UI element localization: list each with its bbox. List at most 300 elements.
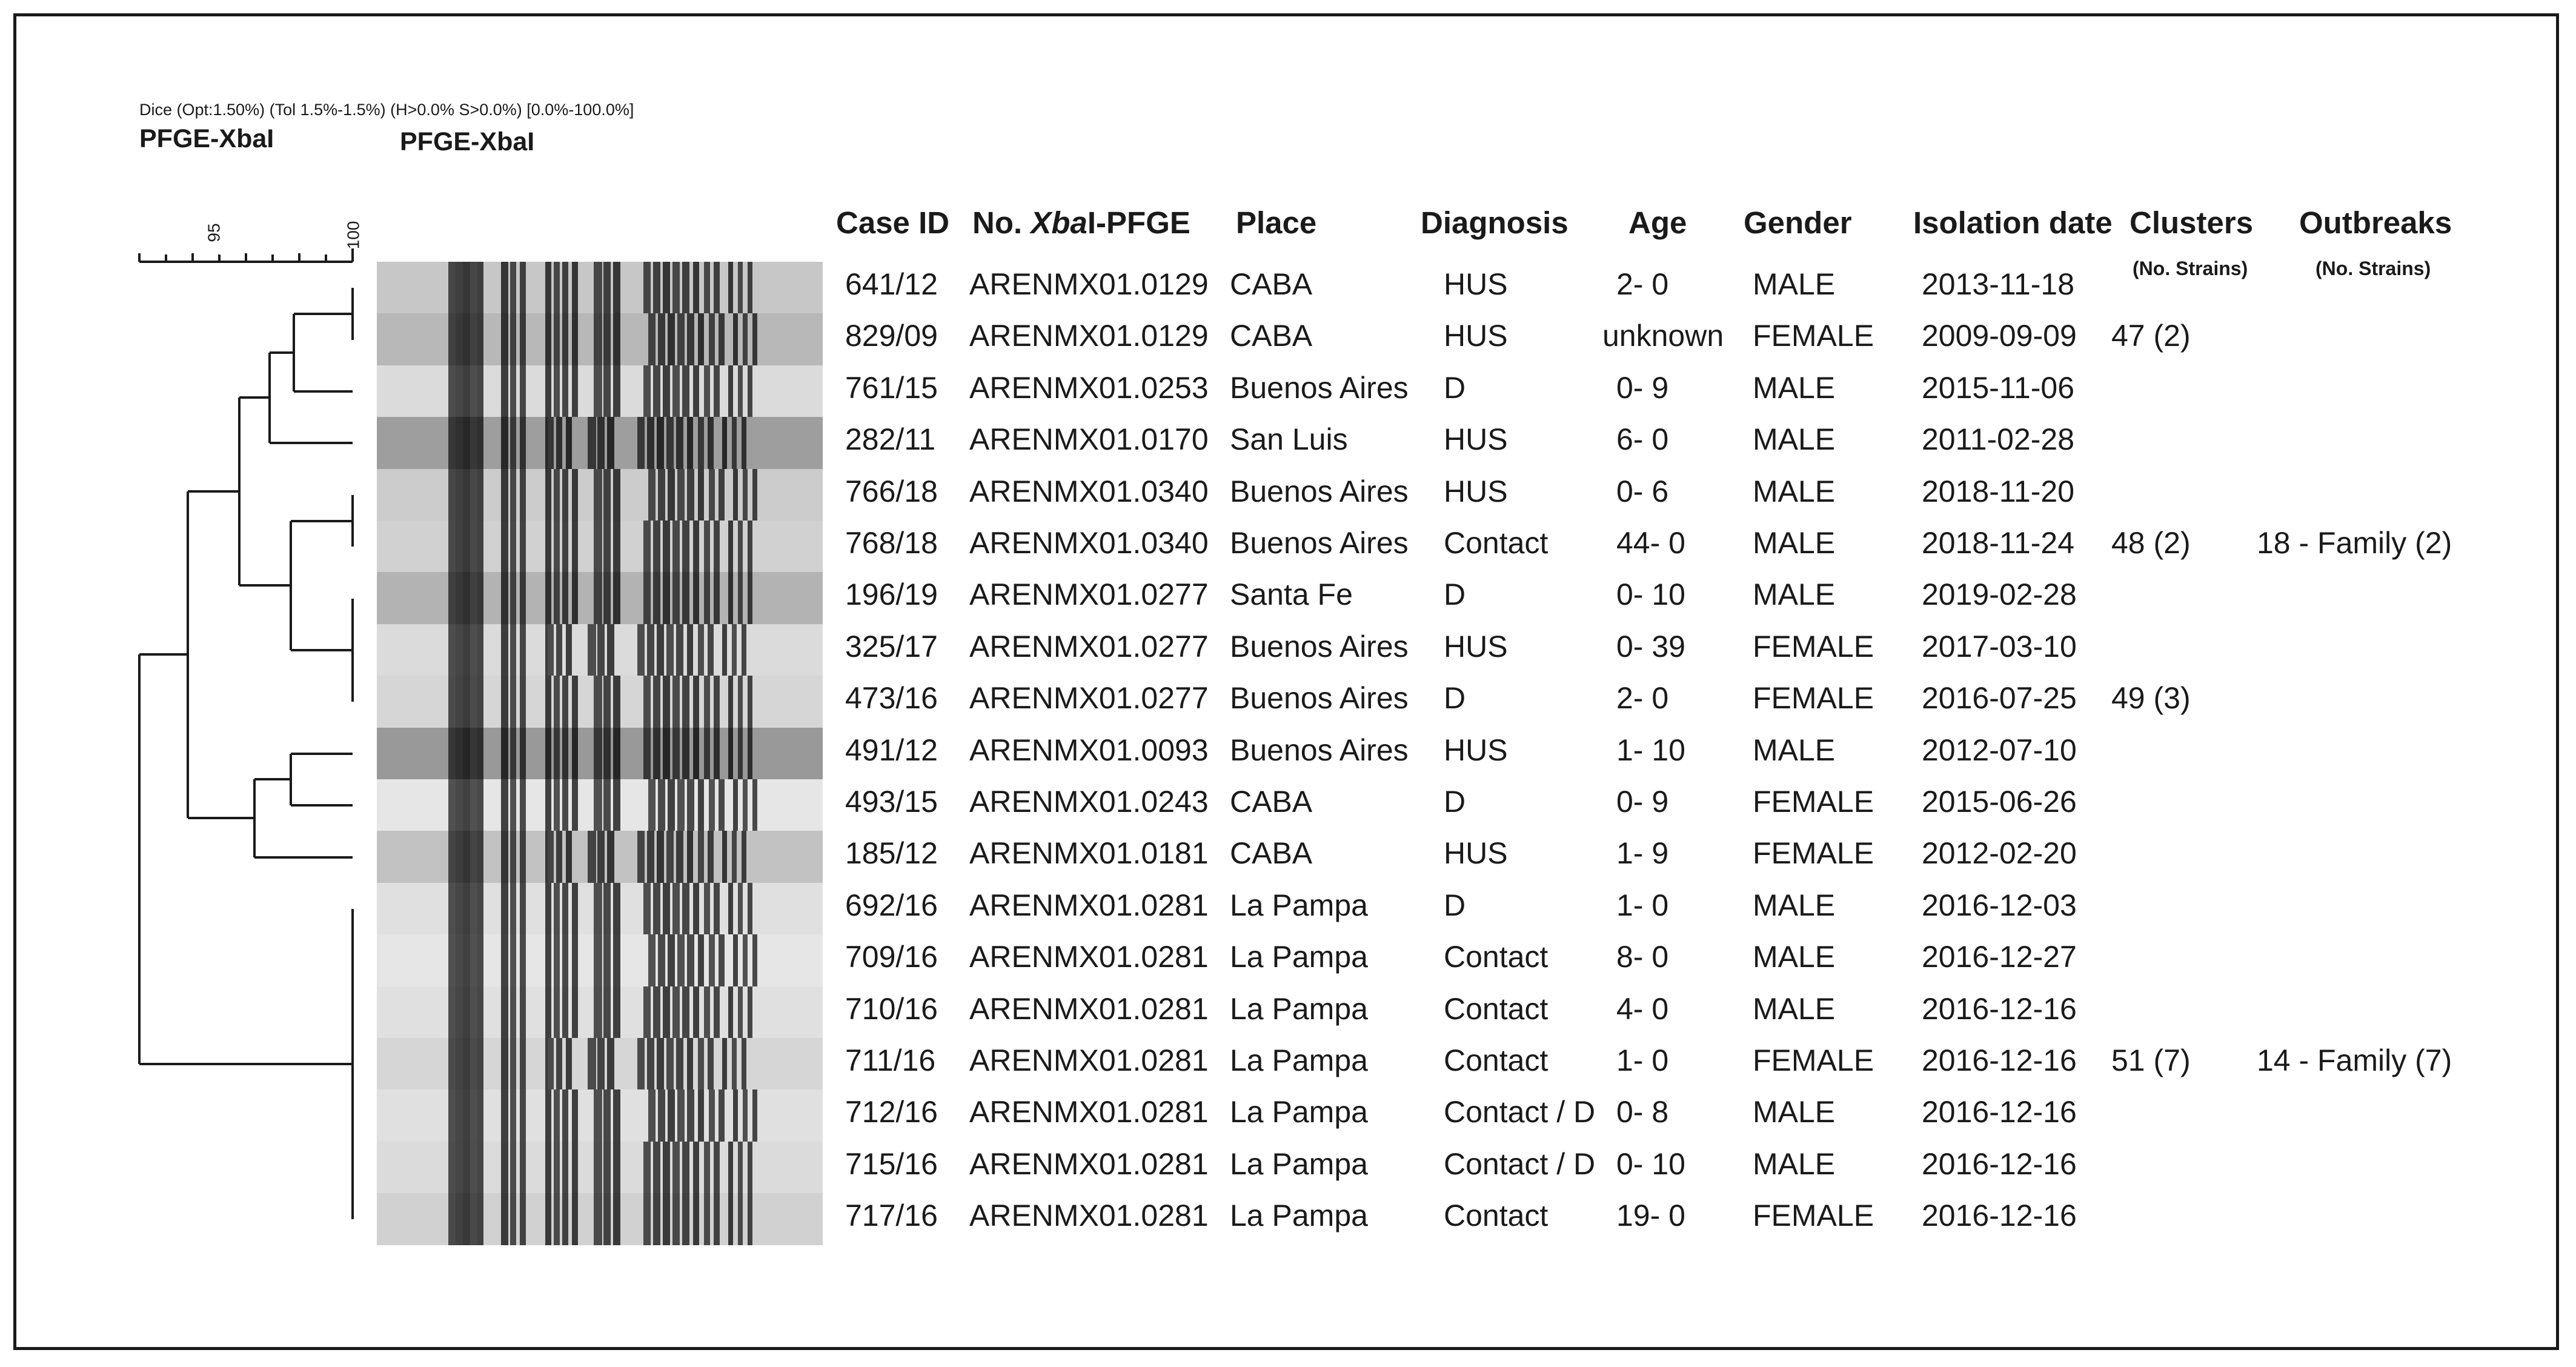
gel-band <box>470 779 477 831</box>
gel-band <box>709 1089 715 1142</box>
cell-age: 19- 0 <box>1616 1199 1685 1233</box>
gel-band <box>477 779 483 831</box>
gel-band <box>572 1193 578 1245</box>
gel-band <box>704 883 710 935</box>
cell-gender: FEMALE <box>1753 785 1874 819</box>
gel-band <box>572 728 578 780</box>
gel-band <box>719 934 725 986</box>
cell-cluster: 47 (2) <box>2111 319 2191 353</box>
cell-place: Buenos Aires <box>1230 474 1409 508</box>
gel-band <box>714 883 720 935</box>
gel-band <box>648 779 656 831</box>
gel-band <box>682 1142 689 1194</box>
gel-band <box>728 883 733 935</box>
cell-case-id: 473/16 <box>845 681 938 716</box>
gel-band <box>501 572 508 624</box>
gel-band <box>588 417 596 469</box>
gel-band <box>748 365 752 417</box>
gel-band <box>594 779 602 831</box>
gel-band <box>562 1193 568 1245</box>
gel-band <box>658 779 665 831</box>
gel-band <box>698 417 704 469</box>
gel-band <box>709 313 715 365</box>
cell-age: 0- 9 <box>1616 785 1669 819</box>
cell-diagnosis: Contact <box>1444 991 1549 1026</box>
cell-gender: FEMALE <box>1753 1043 1874 1077</box>
cell-pfge: ARENMX01.0281 <box>969 1095 1209 1129</box>
gel-band <box>562 676 568 728</box>
gel-band <box>714 986 720 1039</box>
cell-gender: FEMALE <box>1753 629 1874 664</box>
gel-band <box>477 572 483 624</box>
cell-diagnosis: HUS <box>1444 474 1508 508</box>
gel-band <box>554 779 560 831</box>
gel-band <box>663 728 670 780</box>
gel-band <box>693 728 699 780</box>
gel-band <box>520 262 526 314</box>
gel-band <box>738 883 743 935</box>
gel-band <box>693 521 699 573</box>
gel-lane <box>377 676 823 728</box>
gel-band <box>566 1038 572 1090</box>
gel-band <box>743 1089 748 1142</box>
gel-band <box>687 417 693 469</box>
gel-band <box>545 1193 551 1245</box>
gel-band <box>477 313 483 365</box>
gel-lane <box>377 1142 823 1194</box>
cell-case-id: 715/16 <box>845 1146 938 1181</box>
gel-band <box>554 262 560 314</box>
cell-place: CABA <box>1230 319 1313 353</box>
gel-band <box>677 934 685 986</box>
cell-pfge: ARENMX01.0129 <box>969 267 1209 301</box>
gel-band <box>648 934 656 986</box>
cell-diagnosis: Contact <box>1444 1199 1549 1233</box>
gel-lane <box>377 728 823 780</box>
cell-place: Buenos Aires <box>1230 681 1409 716</box>
gel-band <box>470 676 477 728</box>
gel-band <box>663 262 670 314</box>
cell-place: La Pampa <box>1230 888 1368 922</box>
gel-band <box>704 986 710 1039</box>
gel-band <box>728 676 733 728</box>
gel-band <box>501 986 508 1039</box>
gel-band <box>501 521 508 573</box>
cell-gender: MALE <box>1753 1146 1836 1181</box>
gel-band <box>643 521 651 573</box>
gel-band <box>742 1038 746 1090</box>
gel-band <box>687 469 694 521</box>
gel-band <box>647 624 654 676</box>
gel-band <box>562 883 568 935</box>
gel-band <box>572 521 578 573</box>
gel-band <box>520 728 526 780</box>
cell-case-id: 710/16 <box>845 991 938 1026</box>
gel-band <box>501 624 508 676</box>
gel-lane <box>377 1193 823 1245</box>
gel-band <box>672 1142 680 1194</box>
gel-band <box>738 572 743 624</box>
gel-band <box>704 521 710 573</box>
gel-band <box>510 779 516 831</box>
col-subheader-outbreaks: (No. Strains) <box>2315 258 2431 279</box>
gel-band <box>687 313 694 365</box>
gel-band <box>477 417 483 469</box>
gel-band <box>554 572 560 624</box>
gel-band <box>501 728 508 780</box>
gel-band <box>676 831 683 883</box>
gel-band <box>693 1193 699 1245</box>
cell-isolation-date: 2015-06-26 <box>1922 785 2077 819</box>
cell-place: La Pampa <box>1230 1095 1368 1129</box>
gel-band <box>594 728 602 780</box>
gel-band <box>687 624 693 676</box>
cell-diagnosis: D <box>1444 888 1466 922</box>
gel-band <box>732 624 737 676</box>
gel-band <box>682 1193 689 1245</box>
gel-band <box>501 365 508 417</box>
gel-band <box>501 1193 508 1245</box>
gel-lane <box>377 469 823 521</box>
cell-pfge: ARENMX01.0281 <box>969 888 1209 922</box>
gel-label: PFGE-XbaI <box>400 127 535 156</box>
gel-lane <box>377 417 823 469</box>
cell-gender: FEMALE <box>1753 836 1874 871</box>
gel-band <box>572 572 578 624</box>
gel-band <box>477 521 483 573</box>
cell-age: 0- 8 <box>1616 1095 1669 1129</box>
gel-band <box>693 883 699 935</box>
gel-band <box>603 1089 611 1142</box>
gel-band <box>748 728 752 780</box>
cell-diagnosis: HUS <box>1444 422 1508 457</box>
gel-band <box>728 986 733 1039</box>
cell-isolation-date: 2016-12-03 <box>1922 888 2077 922</box>
gel-band <box>554 521 560 573</box>
cell-place: Buenos Aires <box>1230 629 1409 664</box>
gel-band <box>594 572 602 624</box>
cell-age: unknown <box>1602 319 1724 353</box>
cell-age: 2- 0 <box>1616 267 1669 301</box>
gel-band <box>510 676 516 728</box>
cell-place: Buenos Aires <box>1230 526 1409 560</box>
gel-band <box>510 469 516 521</box>
gel-band <box>704 262 710 314</box>
cell-case-id: 829/09 <box>845 319 938 353</box>
gel-band <box>687 934 694 986</box>
gel-band <box>658 1089 665 1142</box>
gel-band <box>676 1038 683 1090</box>
cell-case-id: 768/18 <box>845 526 938 560</box>
gel-band <box>613 521 620 573</box>
cell-gender: MALE <box>1753 991 1836 1026</box>
cell-isolation-date: 2016-12-27 <box>1922 940 2077 974</box>
gel-band <box>470 728 477 780</box>
cell-case-id: 641/12 <box>845 267 938 301</box>
gel-band <box>572 986 578 1039</box>
gel-band <box>562 934 568 986</box>
gel-band <box>594 883 602 935</box>
gel-band <box>613 469 620 521</box>
gel-band <box>682 262 689 314</box>
gel-band <box>501 831 508 883</box>
cell-isolation-date: 2018-11-24 <box>1922 526 2075 560</box>
gel-band <box>556 624 562 676</box>
gel-band <box>562 986 568 1039</box>
gel-band <box>603 986 611 1039</box>
gel-band <box>693 365 699 417</box>
gel-band <box>647 417 654 469</box>
cell-gender: FEMALE <box>1753 319 1874 353</box>
gel-band <box>722 624 727 676</box>
cell-isolation-date: 2016-07-25 <box>1922 681 2077 716</box>
gel-band <box>613 676 620 728</box>
cell-isolation-date: 2017-03-10 <box>1922 629 2077 664</box>
cell-case-id: 761/15 <box>845 370 938 405</box>
gel-band <box>594 1089 602 1142</box>
gel-band <box>554 365 560 417</box>
gel-band <box>501 1089 508 1142</box>
cell-case-id: 717/16 <box>845 1199 938 1233</box>
gel-band <box>613 572 620 624</box>
cell-age: 1- 0 <box>1616 1043 1669 1077</box>
cell-cluster: 49 (3) <box>2111 681 2191 716</box>
gel-band <box>594 262 602 314</box>
gel-band <box>456 831 463 883</box>
cell-diagnosis: D <box>1444 785 1466 819</box>
cell-pfge: ARENMX01.0340 <box>969 474 1209 508</box>
gel-band <box>545 1142 551 1194</box>
gel-band <box>554 1193 560 1245</box>
cell-pfge: ARENMX01.0181 <box>969 836 1209 871</box>
gel-band <box>545 883 551 935</box>
gel-band <box>470 1193 477 1245</box>
gel-band <box>748 521 752 573</box>
gel-band <box>732 417 737 469</box>
gel-band <box>682 365 689 417</box>
gel-lane <box>377 365 823 417</box>
gel-band <box>501 934 508 986</box>
gel-band <box>666 624 674 676</box>
gel-band <box>572 676 578 728</box>
cell-pfge: ARENMX01.0281 <box>969 940 1209 974</box>
cell-place: Buenos Aires <box>1230 733 1409 767</box>
gel-band <box>752 934 757 986</box>
cell-case-id: 196/19 <box>845 577 938 612</box>
gel-band <box>510 934 516 986</box>
gel-band <box>728 1142 733 1194</box>
gel-band <box>470 883 477 935</box>
cell-diagnosis: HUS <box>1444 733 1508 767</box>
gel-band <box>653 676 660 728</box>
cell-age: 1- 0 <box>1616 888 1669 922</box>
gel-band <box>510 521 516 573</box>
gel-band <box>572 313 578 365</box>
gel-lane <box>377 262 823 314</box>
cell-isolation-date: 2016-12-16 <box>1922 1146 2077 1181</box>
gel-band <box>752 779 757 831</box>
cell-age: 0- 9 <box>1616 370 1669 405</box>
gel-band <box>603 728 611 780</box>
gel-band <box>510 1193 516 1245</box>
dice-parameters: Dice (Opt:1.50%) (Tol 1.5%-1.5%) (H>0.0% S>0.0%) [0.0%-100.0%] <box>139 101 634 119</box>
gel-band <box>748 572 752 624</box>
gel-band <box>722 417 727 469</box>
cell-gender: MALE <box>1753 888 1836 922</box>
cell-age: 1- 10 <box>1616 733 1685 767</box>
gel-band <box>643 365 651 417</box>
gel-band <box>698 1038 704 1090</box>
gel-band <box>477 986 483 1039</box>
gel-band <box>545 934 551 986</box>
gel-band <box>510 572 516 624</box>
gel-band <box>566 831 572 883</box>
cell-pfge: ARENMX01.0281 <box>969 1043 1209 1077</box>
gel-band <box>603 1142 611 1194</box>
gel-band <box>663 1193 670 1245</box>
gel-band <box>545 1089 551 1142</box>
gel-band <box>653 365 660 417</box>
cell-place: Buenos Aires <box>1230 370 1409 405</box>
gel-band <box>738 1142 743 1194</box>
gel-band <box>738 1193 743 1245</box>
gel-band <box>470 262 477 314</box>
gel-band <box>682 728 689 780</box>
gel-band <box>748 1193 752 1245</box>
gel-band <box>456 779 463 831</box>
gel-band <box>548 1038 554 1090</box>
gel-band <box>520 572 526 624</box>
gel-band <box>643 572 651 624</box>
cell-age: 44- 0 <box>1616 526 1685 560</box>
gel-band <box>653 521 660 573</box>
gel-band <box>456 521 463 573</box>
gel-band <box>682 883 689 935</box>
gel-band <box>556 417 562 469</box>
gel-band <box>501 313 508 365</box>
gel-band <box>501 417 508 469</box>
gel-band <box>742 831 746 883</box>
gel-band <box>548 831 554 883</box>
cell-outbreak: 14 - Family (7) <box>2257 1043 2452 1077</box>
cell-isolation-date: 2016-12-16 <box>1922 1095 2077 1129</box>
gel-band <box>470 1038 477 1090</box>
gel-band <box>470 624 477 676</box>
gel-band <box>520 883 526 935</box>
gel-band <box>470 934 477 986</box>
gel-band <box>613 728 620 780</box>
cell-age: 6- 0 <box>1616 422 1669 457</box>
gel-band <box>677 313 685 365</box>
gel-band <box>698 469 704 521</box>
cell-age: 1- 9 <box>1616 836 1669 871</box>
gel-band <box>594 1142 602 1194</box>
gel-band <box>738 676 743 728</box>
gel-band <box>748 986 752 1039</box>
gel-band <box>501 1038 508 1090</box>
gel-band <box>687 1089 694 1142</box>
cell-gender: MALE <box>1753 422 1836 457</box>
gel-band <box>456 934 463 986</box>
gel-band <box>714 728 720 780</box>
cell-pfge: ARENMX01.0170 <box>969 422 1209 457</box>
pfge-gel-image <box>377 262 823 1249</box>
cell-gender: MALE <box>1753 733 1836 767</box>
gel-band <box>693 262 699 314</box>
gel-band <box>510 728 516 780</box>
gel-lane <box>377 624 823 676</box>
gel-band <box>738 365 743 417</box>
gel-band <box>738 521 743 573</box>
cell-isolation-date: 2016-12-16 <box>1922 1043 2077 1077</box>
gel-band <box>704 572 710 624</box>
cell-diagnosis: HUS <box>1444 319 1508 353</box>
gel-band <box>653 728 660 780</box>
cell-age: 2- 0 <box>1616 681 1669 716</box>
gel-band <box>709 779 715 831</box>
gel-band <box>728 365 733 417</box>
cell-diagnosis: Contact <box>1444 526 1549 560</box>
gel-lane <box>377 1089 823 1142</box>
gel-band <box>477 469 483 521</box>
gel-band <box>545 313 551 365</box>
cell-isolation-date: 2019-02-28 <box>1922 577 2077 612</box>
gel-band <box>556 831 562 883</box>
gel-band <box>607 831 614 883</box>
gel-band <box>613 986 620 1039</box>
gel-band <box>677 469 685 521</box>
cell-place: CABA <box>1230 836 1313 871</box>
cell-outbreak: 18 - Family (2) <box>2257 526 2452 560</box>
gel-band <box>668 1089 675 1142</box>
gel-band <box>722 831 727 883</box>
gel-band <box>520 1089 526 1142</box>
gel-band <box>562 1142 568 1194</box>
gel-band <box>501 676 508 728</box>
gel-band <box>637 1038 645 1090</box>
gel-band <box>456 728 463 780</box>
gel-band <box>748 676 752 728</box>
cell-gender: MALE <box>1753 940 1836 974</box>
cell-diagnosis: D <box>1444 681 1466 716</box>
gel-band <box>603 365 611 417</box>
gel-band <box>603 521 611 573</box>
gel-band <box>743 469 748 521</box>
gel-band <box>470 365 477 417</box>
cell-age: 0- 39 <box>1616 629 1685 664</box>
gel-band <box>456 1142 463 1194</box>
dendrogram-label: PFGE-XbaI <box>139 124 274 153</box>
gel-band <box>594 986 602 1039</box>
gel-band <box>672 365 680 417</box>
gel-band <box>562 1089 568 1142</box>
gel-band <box>708 831 714 883</box>
cell-place: CABA <box>1230 785 1313 819</box>
gel-band <box>668 469 675 521</box>
col-header-outbreaks: Outbreaks <box>2299 205 2452 240</box>
gel-band <box>456 1193 463 1245</box>
gel-band <box>613 1142 620 1194</box>
cell-age: 0- 10 <box>1616 1146 1685 1181</box>
cell-gender: FEMALE <box>1753 1199 1874 1233</box>
gel-band <box>704 676 710 728</box>
cell-cluster: 48 (2) <box>2111 526 2191 560</box>
gel-band <box>597 624 605 676</box>
gel-lane <box>377 934 823 986</box>
gel-band <box>643 883 651 935</box>
cell-pfge: ARENMX01.0093 <box>969 733 1209 767</box>
col-header-place: Place <box>1236 205 1317 240</box>
